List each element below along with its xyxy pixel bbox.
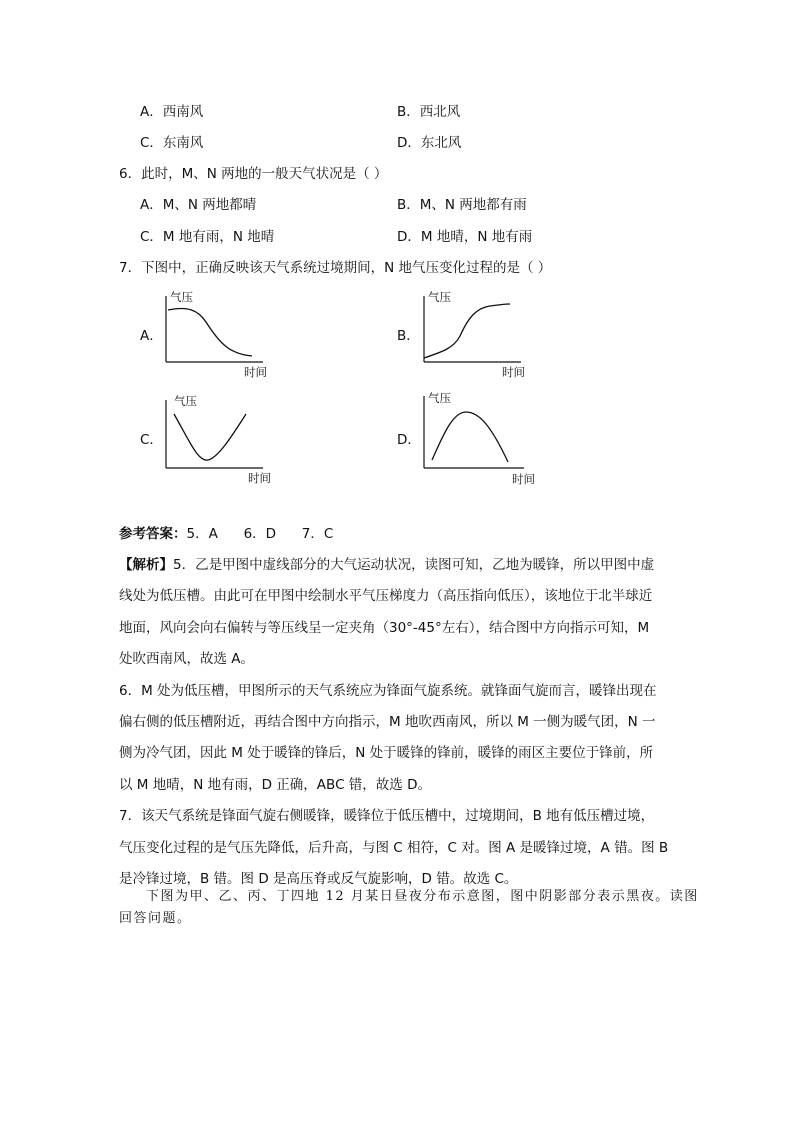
analysis-line-7: 侧为冷气团，因此 M 处于暖锋的锋后，N 处于暖锋的锋前，暖锋的雨区主要位于锋前，所: [119, 745, 654, 762]
analysis-head: 【解析】: [119, 557, 173, 573]
graph-d: [418, 388, 542, 488]
graph-a-x-label: 时间: [244, 365, 267, 379]
next-question-line-2: 回答问题。: [119, 911, 192, 926]
graph-b-curve: [424, 304, 510, 358]
q5-option-a: A．西南风: [140, 104, 204, 120]
q7-stem: 7．下图中，正确反映该天气系统过境期间，N 地气压变化过程的是（ ）: [119, 260, 552, 276]
graph-c-label: C．: [140, 432, 163, 448]
analysis-line-1: 【解析】5．乙是甲图中虚线部分的大气运动状况，读图可知，乙地为暖锋，所以甲图中虚: [119, 557, 655, 573]
graph-b: [418, 288, 538, 380]
answer-values: 5．A 6．D 7．C: [186, 526, 334, 542]
analysis-line-3: 地面，风向会向右偏转与等压线呈一定夹角（30°-45°左右），结合图中方向指示可知，M: [119, 619, 650, 636]
graph-a-label: A．: [140, 328, 163, 344]
graph-a-curve: [168, 309, 252, 357]
analysis-block: [119, 550, 668, 895]
answer-line: [119, 524, 333, 544]
q5-option-c: C．东南风: [140, 135, 204, 151]
graph-d-y-label: 气压: [428, 391, 451, 405]
analysis-line-10: 气压变化过程的是气压先降低，后升高，与图 C 相符，C 对。图 A 是暖锋过境，A 错。图 B: [119, 839, 669, 856]
q5-option-b: B．西北风: [397, 104, 461, 120]
graph-d-x-label: 时间: [512, 472, 535, 486]
analysis-line-9: 7．该天气系统是锋面气旋右侧暖锋，暖锋位于低压槽中，过境期间，B 地有低压槽过境，: [119, 808, 655, 825]
q6-option-d: D．M 地晴，N 地有雨: [397, 229, 533, 245]
graph-d-curve: [432, 412, 508, 462]
q6-option-c: C．M 地有雨，N 地晴: [140, 229, 275, 245]
q6-option-a: A．M、N 两地都晴: [140, 197, 257, 213]
graph-a-y-label: 气压: [170, 290, 193, 304]
graph-c-x-label: 时间: [248, 471, 271, 485]
analysis-line-11: 是冷锋过境，B 错。图 D 是高压脊或反气旋影响，D 错。故选 C。: [119, 871, 518, 888]
analysis-line-8: 以 M 地晴，N 地有雨，D 正确，ABC 错，故选 D。: [119, 776, 431, 793]
graph-c: [160, 392, 280, 486]
analysis-line-2: 线处为低压槽。由此可在甲图中绘制水平气压梯度力（高压指向低压），该地位于北半球近: [119, 588, 653, 605]
analysis-line-6: 偏右侧的低压槽附近，再结合图中方向指示，M 地吹西南风，所以 M 一侧为暖气团，N 一: [119, 714, 656, 731]
graph-b-x-label: 时间: [502, 365, 525, 379]
q6-stem: 6．此时，M、N 两地的一般天气状况是（ ）: [119, 166, 388, 182]
answer-label: 参考答案：: [119, 526, 187, 542]
graph-b-label: B．: [397, 328, 420, 344]
graph-d-label: D．: [397, 432, 421, 448]
graph-b-y-label: 气压: [428, 290, 451, 304]
graph-a: [160, 288, 280, 380]
next-question-line-1: 下图为甲、乙、丙、丁四地 12 月某日昼夜分布示意图，图中阴影部分表示黑夜。读图: [146, 889, 699, 904]
analysis-line-4: 处吹西南风，故选 A。: [119, 651, 255, 668]
graph-c-curve: [174, 414, 246, 460]
q6-option-b: B．M、N 两地都有雨: [397, 197, 527, 213]
q5-option-d: D．东北风: [397, 135, 462, 151]
analysis-line-5: 6．M 处为低压槽，甲图所示的天气系统应为锋面气旋系统。就锋面气旋而言，暖锋出现在: [119, 682, 657, 699]
graph-c-y-label: 气压: [174, 394, 197, 408]
